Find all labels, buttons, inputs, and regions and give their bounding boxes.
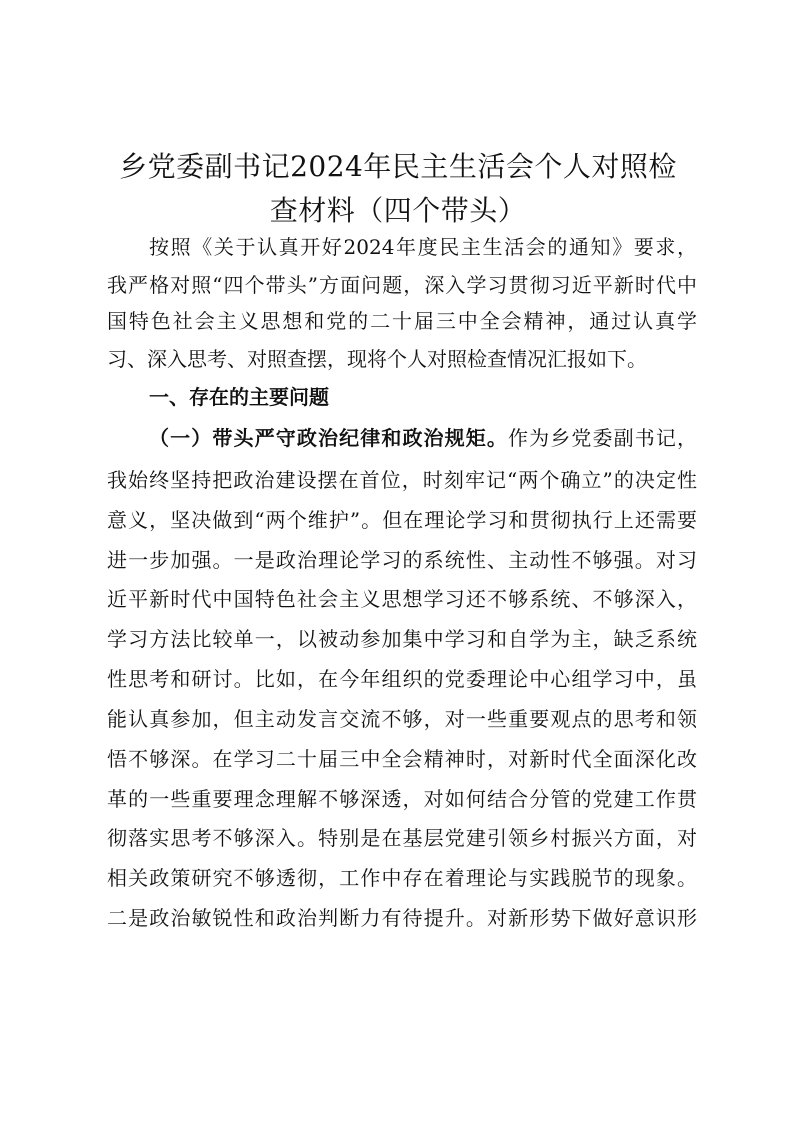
body-line: 相关政策研究不够透彻，工作中存在着理论与实践脱节的现象。 [107, 866, 697, 890]
body-line: 近平新时代中国特色社会主义思想学习还不够系统、不够深入， [107, 587, 697, 611]
body-line: 二是政治敏锐性和政治判断力有待提升。对新形势下做好意识形 [107, 906, 697, 930]
body-line: 能认真参加，但主动发言交流不够，对一些重要观点的思考和领 [107, 707, 697, 731]
item-first-line-rest: 作为乡党委副书记， [508, 426, 698, 450]
intro-line: 习、深入思考、对照查摆，现将个人对照检查情况汇报如下。 [107, 347, 647, 371]
body-line: 我始终坚持把政治建设摆在首位，时刻牢记“两个确立”的决定性 [107, 468, 697, 492]
item-subheading: （一）带头严守政治纪律和政治规矩。 [149, 426, 509, 450]
section-heading: 一、存在的主要问题 [149, 385, 329, 409]
body-line: 意义，坚决做到“两个维护”。但在理论学习和贯彻执行上还需要 [107, 508, 697, 532]
intro-line: 国特色社会主义思想和党的二十届三中全会精神，通过认真学 [107, 309, 697, 333]
intro-line: 我严格对照“四个带头”方面问题，深入学习贯彻习近平新时代中 [107, 273, 697, 297]
intro-line: 按照《关于认真开好2024年度民主生活会的通知》要求， [149, 235, 697, 259]
body-line: 进一步加强。一是政治理论学习的系统性、主动性不够强。对习 [107, 548, 697, 572]
document-title-line-2: 查材料（四个带头） [269, 194, 527, 227]
body-line: 性思考和研讨。比如，在今年组织的党委理论中心组学习中，虽 [107, 667, 697, 691]
item-first-line [149, 423, 697, 453]
body-line: 革的一些重要理念理解不够深透，对如何结合分管的党建工作贯 [107, 787, 697, 811]
body-line: 学习方法比较单一，以被动参加集中学习和自学为主，缺乏系统 [107, 627, 697, 651]
document-title-line-1: 乡党委副书记2024年民主生活会个人对照检 [119, 150, 677, 183]
body-line: 彻落实思考不够深入。特别是在基层党建引领乡村振兴方面，对 [107, 826, 697, 850]
body-line: 悟不够深。在学习二十届三中全会精神时，对新时代全面深化改 [107, 747, 697, 771]
